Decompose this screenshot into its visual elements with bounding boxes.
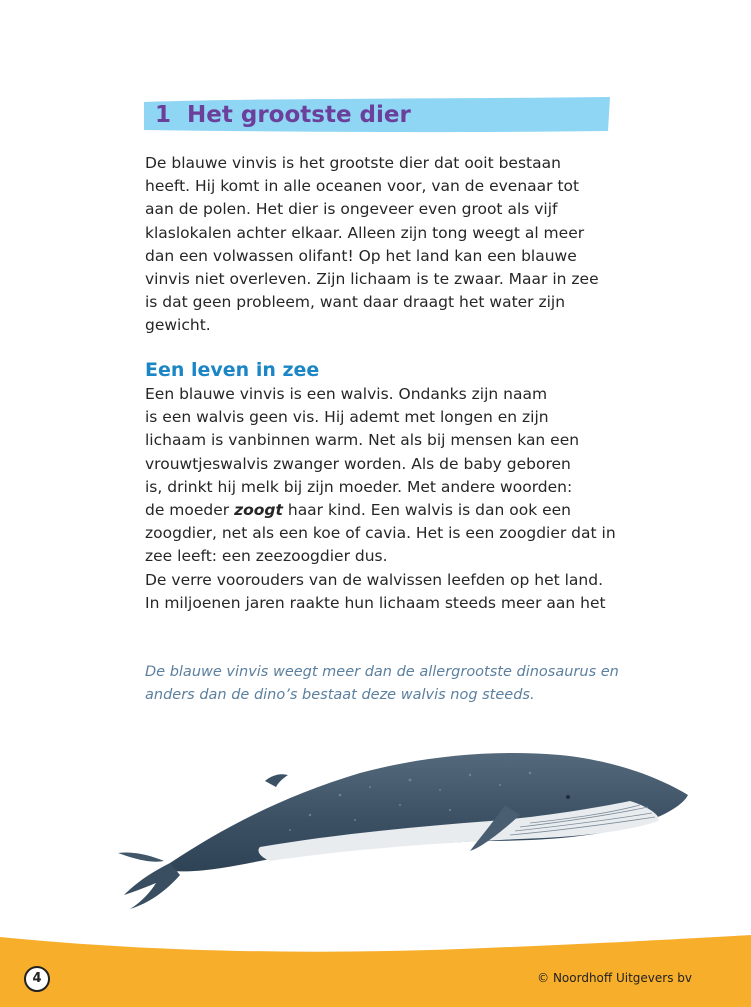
intro-paragraph [145,152,599,338]
text-line: vrouwtjeswalvis zwanger worden. Als de baby geboren [145,454,571,473]
text-line: zoogdier, net als een koe of cavia. Het is een zoogdier dat in [145,524,616,543]
section-paragraph [145,383,616,615]
text-line: zee leeft: een zeezoogdier dus. [145,547,388,566]
text-line-with-emphasis [145,499,616,522]
text-line: Een blauwe vinvis is een walvis. Ondanks zijn naam [145,385,548,403]
caption-line: De blauwe vinvis weegt meer dan de allergrootste dinosaurus en [145,664,619,680]
image-caption [145,661,619,707]
emphasized-term: zoogt [234,501,283,520]
text-line: dan een volwassen olifant! Op het land kan een blauwe [145,246,577,265]
text-line: In miljoenen jaren raakte hun lichaam steeds meer aan het [145,593,606,612]
text-line: heeft. Hij komt in alle oceanen voor, van de evenaar tot [145,177,580,196]
chapter-banner [144,97,610,133]
text-line: is een walvis geen vis. Hij ademt met longen en zijn [145,408,549,427]
chapter-title-text: Het grootste dier [187,102,411,128]
text-fragment: de moeder [145,501,235,520]
chapter-title [155,99,411,131]
text-line: De verre voorouders van de walvissen leefden op het land. [145,570,604,589]
text-fragment: haar kind. Een walvis is dan ook een [282,501,571,520]
text-line: is dat geen probleem, want daar draagt het water zijn [145,293,566,312]
caption-line: anders dan de dino’s bestaat deze walvis nog steeds. [145,687,535,703]
text-line: vinvis niet overleven. Zijn lichaam is te zwaar. Maar in zee [145,270,599,289]
text-line: lichaam is vanbinnen warm. Net als bij mensen kan een [145,431,580,450]
text-line: aan de polen. Het dier is ongeveer even groot als vijf [145,200,558,219]
chapter-number: 1 [155,102,172,128]
text-line: gewicht. [145,316,211,335]
section-heading: Een leven in zee [145,359,320,381]
page-number: 4 [24,966,50,992]
text-line: De blauwe vinvis is het grootste dier dat ooit bestaan [145,154,561,172]
blue-whale-illustration [110,735,700,915]
text-line: klaslokalen achter elkaar. Alleen zijn tong weegt al meer [145,223,585,242]
footer-wave [0,925,751,1007]
text-line: is, drinkt hij melk bij zijn moeder. Met andere woorden: [145,477,573,496]
copyright-notice: © Noordhoff Uitgevers bv [537,971,692,985]
